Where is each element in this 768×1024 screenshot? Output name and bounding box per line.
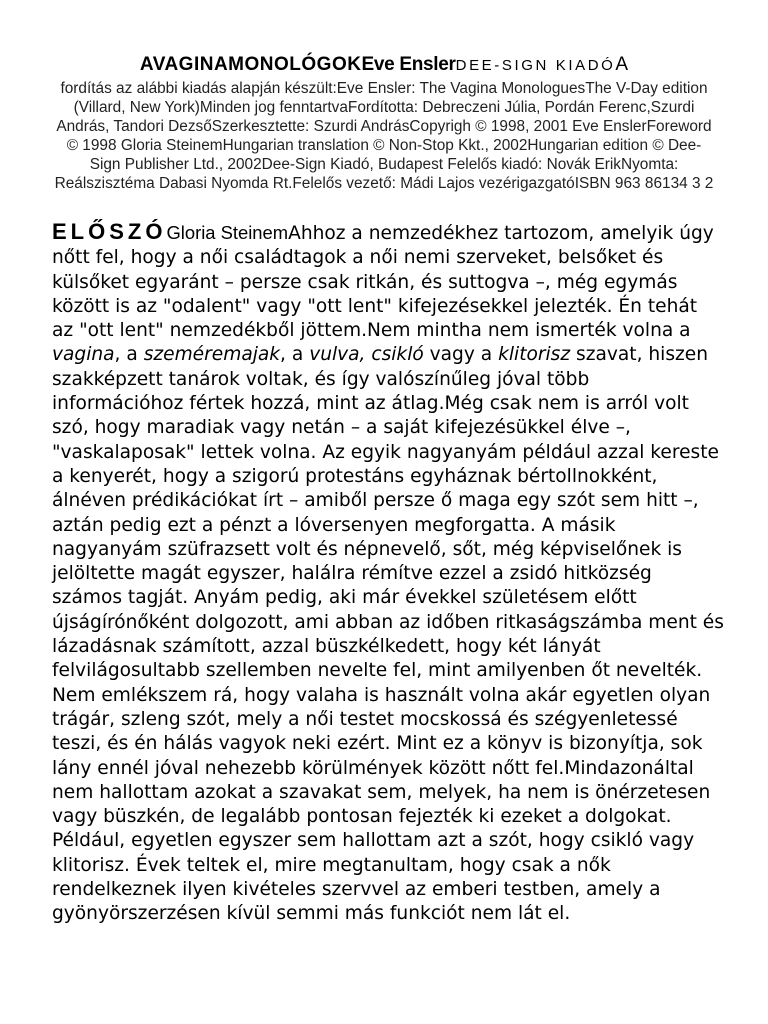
term-vagina: vagina — [52, 344, 115, 366]
colophon-isbn: ISBN 963 86134 3 2 — [574, 175, 714, 193]
colophon-responsible-manager: Felelős vezető: Mádi Lajos vezérigazgató — [292, 175, 575, 193]
colophon-foreword-copyright: Foreword © 1998 Gloria Steinem — [66, 118, 712, 155]
term-labia: szeméremajak — [143, 344, 281, 366]
colophon-translators: Fordította: Debreczeni Júlia, Pordán Ferenc,Szurdi András, Tandori Dezső — [56, 99, 695, 136]
colophon-printer: Nyomta: Reálszisztéma Dabasi Nyomda Rt. — [54, 156, 679, 193]
colophon-editor: Szerkesztette: Szurdi András — [211, 118, 410, 136]
foreword-heading: ELŐSZÓ — [52, 219, 167, 244]
foreword-paragraph-part-1: Ahhoz a nemzedékhez tartozom, amelyik úgy nőtt fel, hogy a női családtagok a női nemi szerveket, belsőket és külsőket egyaránt – persze csak ritkán, és suttogva –, még egymás között is az "odalent" vagy "ott lent" kifejezésekkel jelezték. Én tehát az "ott lent" nemzedékből jöttem.Nem mintha nem ismerték volna a — [52, 223, 714, 342]
colophon-translation-note: fordítás az alábbi kiadás alapján készült: — [60, 80, 337, 97]
colophon — [52, 52, 716, 194]
term-separator: , a — [280, 344, 310, 366]
foreword-paragraph-part-2: szavat, hiszen szakképzett tanárok voltak, és így valószínűleg jóval több információhoz fértek hozzá, mint az átlag.Még csak nem is arról volt szó, hogy maradiak vagy netán – a saját kifejezésükkel élve –, "vaskalaposak" lettek volna. Az egyik nagyanyám például azzal kereste a kenyerét, hogy a szigorú protestáns egyháznak bértollnokként, álnéven prédikációkat írt – amiből persze ő maga egy szót sem hitt –, aztán pedig ezt a pénzt a lóversenyen megforgatta. A másik nagyanyám szüfrazsett volt és népnevelő, sőt, még képviselőnek is jelöltette magát egyszer, halálra rémítve ezzel a zsidó hitközség számos tagját. Anyám pedig, aki már évekkel születésem előtt újságírónőként dolgozott, ami abban az időben ritkaságszámba ment és lázadásnak számított, azzal büszkélkedett, hogy két lányát felvilágosultabb szellemben nevelte fel, mint amilyenben őt nevelték. Nem emlékszem rá, hogy valaha is használt volna akár egyetlen olyan trágár, szleng szót, mely a női testet mocskossá és szégyenletessé teszi, és én hálás vagyok neki ezért. Mint ez a könyv is bizonyítja, sok lány ennél jóval nehezebb körülmények között nőtt fel.Mindazonáltal nem hallottam azokat a szavakat sem, melyek, ha nem is önérzetesen vagy büszkén, de legalább pontosan fejezték ki ezeket a dolgokat. Például, egyetlen egyszer sem hallottam azt a szót, hogy csikló vagy klitorisz. Évek teltek el, mire megtanultam, hogy csak a nők rendelkeznek ilyen kivételes szervvel az emberi testben, amely a gyönyörszerzésen kívül semmi más funkciót nem lát el. — [52, 344, 724, 925]
term-separator: vagy a — [423, 344, 499, 366]
foreword-body — [52, 220, 724, 927]
publisher-tail: A — [615, 54, 629, 75]
colophon-responsible-publisher: Felelős kiadó: Novák Erik — [447, 156, 621, 174]
colophon-original-title: Eve Ensler: The Vagina Monologues — [336, 80, 586, 97]
colophon-rights: Minden jog fenntartva — [199, 99, 348, 117]
colophon-translation-copyright: Hungarian translation © Non-Stop Kkt., 2002 — [222, 137, 528, 155]
author-name: Eve Ensler — [361, 54, 456, 75]
title-line — [52, 52, 716, 79]
book-title: AVAGINAMONOLÓGOK — [139, 54, 362, 75]
term-klitorisz: klitorisz — [498, 344, 571, 366]
term-separator: , a — [114, 344, 144, 366]
colophon-edition: The V-Day edition (Villard, New York) — [73, 80, 708, 117]
publisher-name: DEE-SIGN KIADÓ — [455, 57, 616, 74]
foreword-author: Gloria Steinem — [166, 222, 289, 243]
colophon-copyright: Copyrigh © 1998, 2001 Eve Ensler — [409, 118, 647, 136]
colophon-publisher-city: Dee-Sign Kiadó, Budapest — [261, 156, 444, 174]
colophon-edition-copyright: Hungarian edition © Dee-Sign Publisher Ltd., 2002 — [89, 137, 702, 174]
term-vulva-clitoris: vulva, csikló — [309, 344, 424, 366]
